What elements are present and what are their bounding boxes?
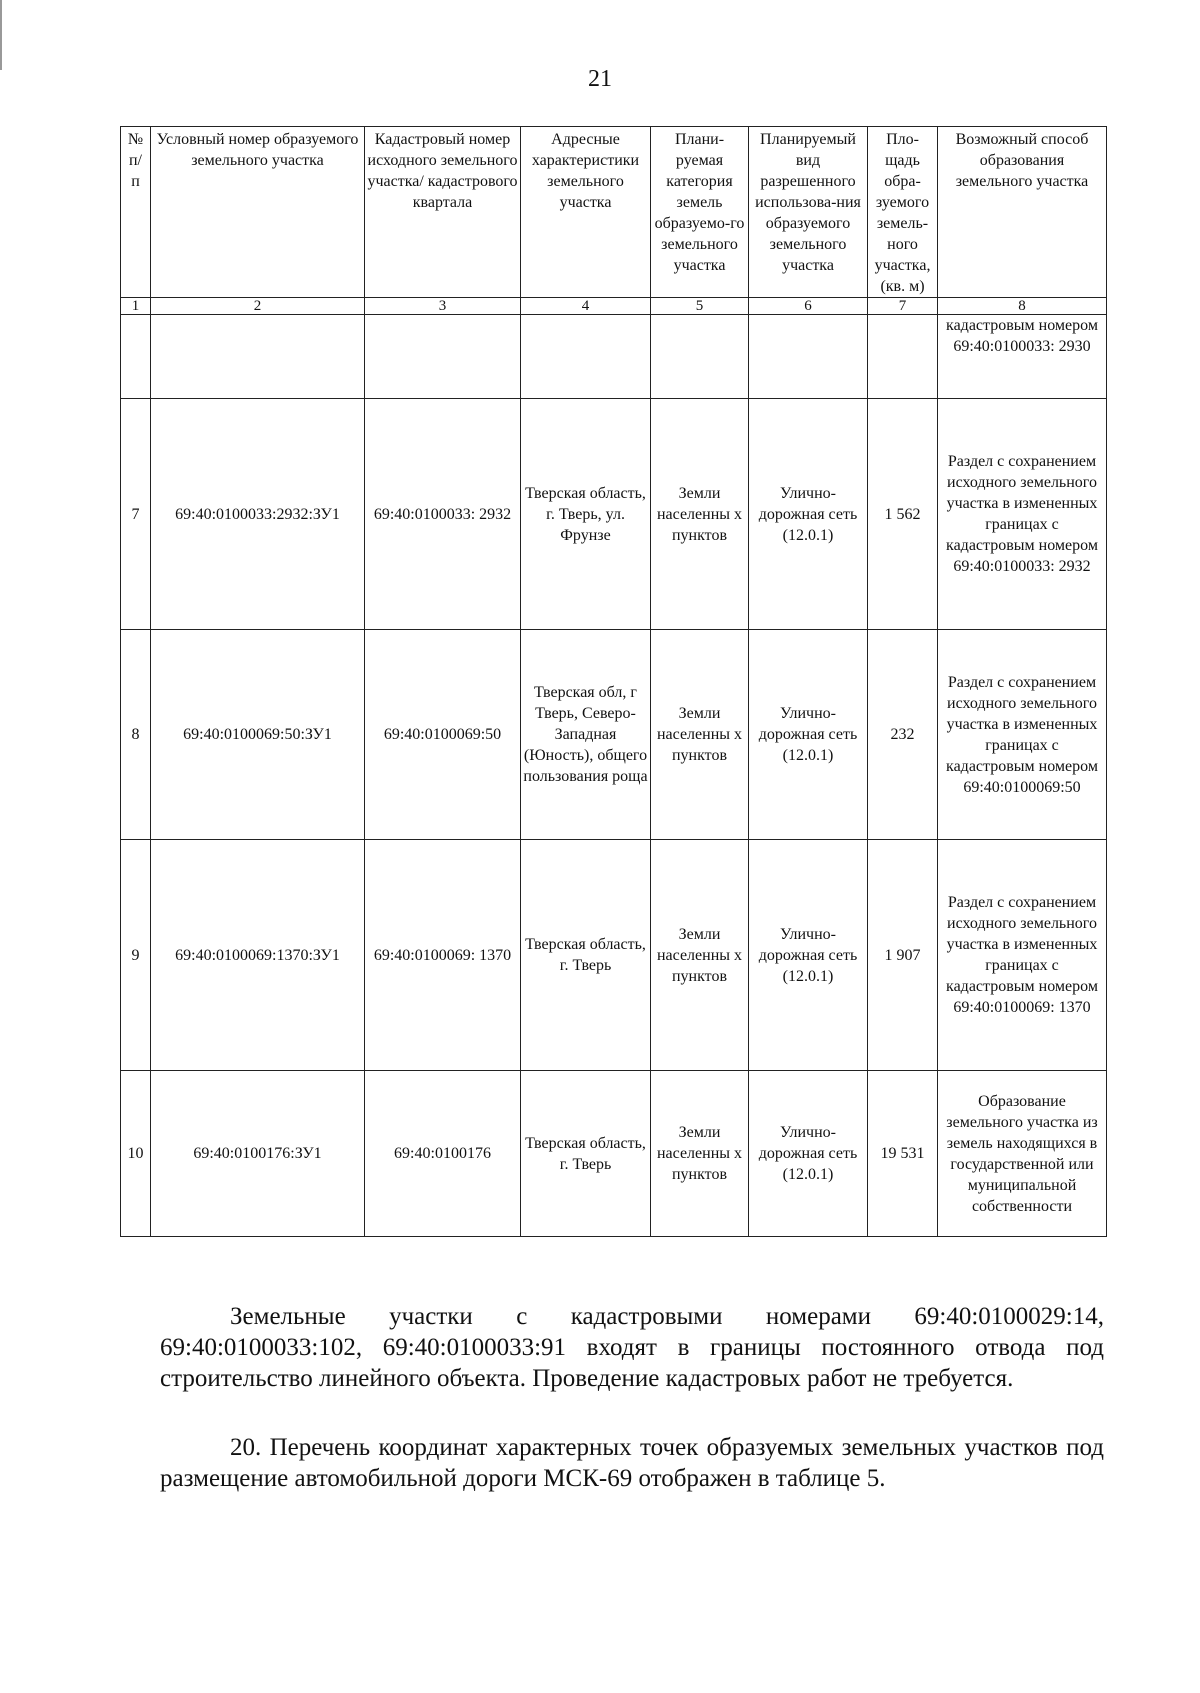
use-cell: Улично-дорожная сеть (12.0.1) [749, 630, 868, 840]
column-number: 5 [651, 298, 749, 315]
column-number-row [121, 298, 1107, 315]
paragraph-coordinates-list [160, 1432, 1104, 1494]
source-number-cell: 69:40:0100033: 2932 [365, 399, 521, 630]
scan-edge-mark [0, 0, 2, 70]
area-cell: 1 562 [868, 399, 938, 630]
table-row [121, 1071, 1107, 1237]
column-number: 6 [749, 298, 868, 315]
row-number: 9 [121, 840, 151, 1071]
area-cell: 232 [868, 630, 938, 840]
conditional-number-cell: 69:40:0100176:ЗУ1 [151, 1071, 365, 1237]
header-cell: Пло-щадь обра-зуемого земель-ного участка, (кв. м) [868, 127, 938, 298]
address-cell: Тверская область, г. Тверь [521, 1071, 651, 1237]
method-cell: Раздел с сохранением исходного земельного участка в измененных границах с кадастровым номером 69:40:0100033: 2932 [938, 399, 1107, 630]
method-cell: кадастровым номером 69:40:0100033: 2930 [938, 315, 1107, 399]
conditional-number-cell: 69:40:0100033:2932:ЗУ1 [151, 399, 365, 630]
row-number: 7 [121, 399, 151, 630]
header-cell: Плани-руемая категория земель образуемо-го земельного участка [651, 127, 749, 298]
paragraph-exempt-plots [160, 1301, 1104, 1394]
address-cell: Тверская область, г. Тверь [521, 840, 651, 1071]
category-cell: Земли населенны х пунктов [651, 1071, 749, 1237]
use-cell: Улично-дорожная сеть (12.0.1) [749, 840, 868, 1071]
paragraph-text: 20. Перечень координат характерных точек образуемых земельных участков под размещение автомобильной дороги МСК-69 отображен в таблице 5. [160, 1434, 1104, 1492]
table-row [121, 840, 1107, 1071]
source-number-cell: 69:40:0100069:50 [365, 630, 521, 840]
category-cell: Земли населенны х пунктов [651, 630, 749, 840]
table-header-row [121, 127, 1107, 298]
use-cell: Улично-дорожная сеть (12.0.1) [749, 399, 868, 630]
category-cell: Земли населенны х пунктов [651, 399, 749, 630]
method-cell: Раздел с сохранением исходного земельного участка в измененных границах с кадастровым номером 69:40:0100069:50 [938, 630, 1107, 840]
conditional-number-cell: 69:40:0100069:1370:ЗУ1 [151, 840, 365, 1071]
header-cell: № п/ п [121, 127, 151, 298]
paragraph-text: Земельные участки с кадастровыми номерами 69:40:0100029:14, 69:40:0100033:102, 69:40:0100033:91 входят в границы постоянного отвода под строительство линейного объекта. Проведение кадастровых работ не требуется. [160, 1303, 1104, 1392]
address-cell: Тверская обл, г Тверь, Северо-Западная (Юность), общего пользования роща [521, 630, 651, 840]
column-number: 8 [938, 298, 1107, 315]
header-cell: Кадастровый номер исходного земельного участка/ кадастрового квартала [365, 127, 521, 298]
address-cell: Тверская область, г. Тверь, ул. Фрунзе [521, 399, 651, 630]
page-number: 21 [588, 66, 612, 92]
column-number: 7 [868, 298, 938, 315]
table-row [121, 399, 1107, 630]
method-cell: Раздел с сохранением исходного земельного участка в измененных границах с кадастровым номером 69:40:0100069: 1370 [938, 840, 1107, 1071]
area-cell: 19 531 [868, 1071, 938, 1237]
method-cell: Образование земельного участка из земель находящихся в государственной или муниципальной собственности [938, 1071, 1107, 1237]
row-number: 8 [121, 630, 151, 840]
header-cell: Планируемый вид разрешенного использова-ния образуемого земельного участка [749, 127, 868, 298]
source-number-cell: 69:40:0100069: 1370 [365, 840, 521, 1071]
row-number: 10 [121, 1071, 151, 1237]
area-cell: 1 907 [868, 840, 938, 1071]
header-cell: Возможный способ образования земельного участка [938, 127, 1107, 298]
column-number: 4 [521, 298, 651, 315]
source-number-cell: 69:40:0100176 [365, 1071, 521, 1237]
header-cell: Условный номер образуемого земельного участка [151, 127, 365, 298]
conditional-number-cell: 69:40:0100069:50:ЗУ1 [151, 630, 365, 840]
column-number: 3 [365, 298, 521, 315]
column-number: 2 [151, 298, 365, 315]
column-number: 1 [121, 298, 151, 315]
use-cell: Улично-дорожная сеть (12.0.1) [749, 1071, 868, 1237]
table-row [121, 630, 1107, 840]
table-row-continuation [121, 315, 1107, 399]
land-plots-table [120, 126, 1107, 1237]
category-cell: Земли населенны х пунктов [651, 840, 749, 1071]
header-cell: Адресные характеристики земельного участка [521, 127, 651, 298]
